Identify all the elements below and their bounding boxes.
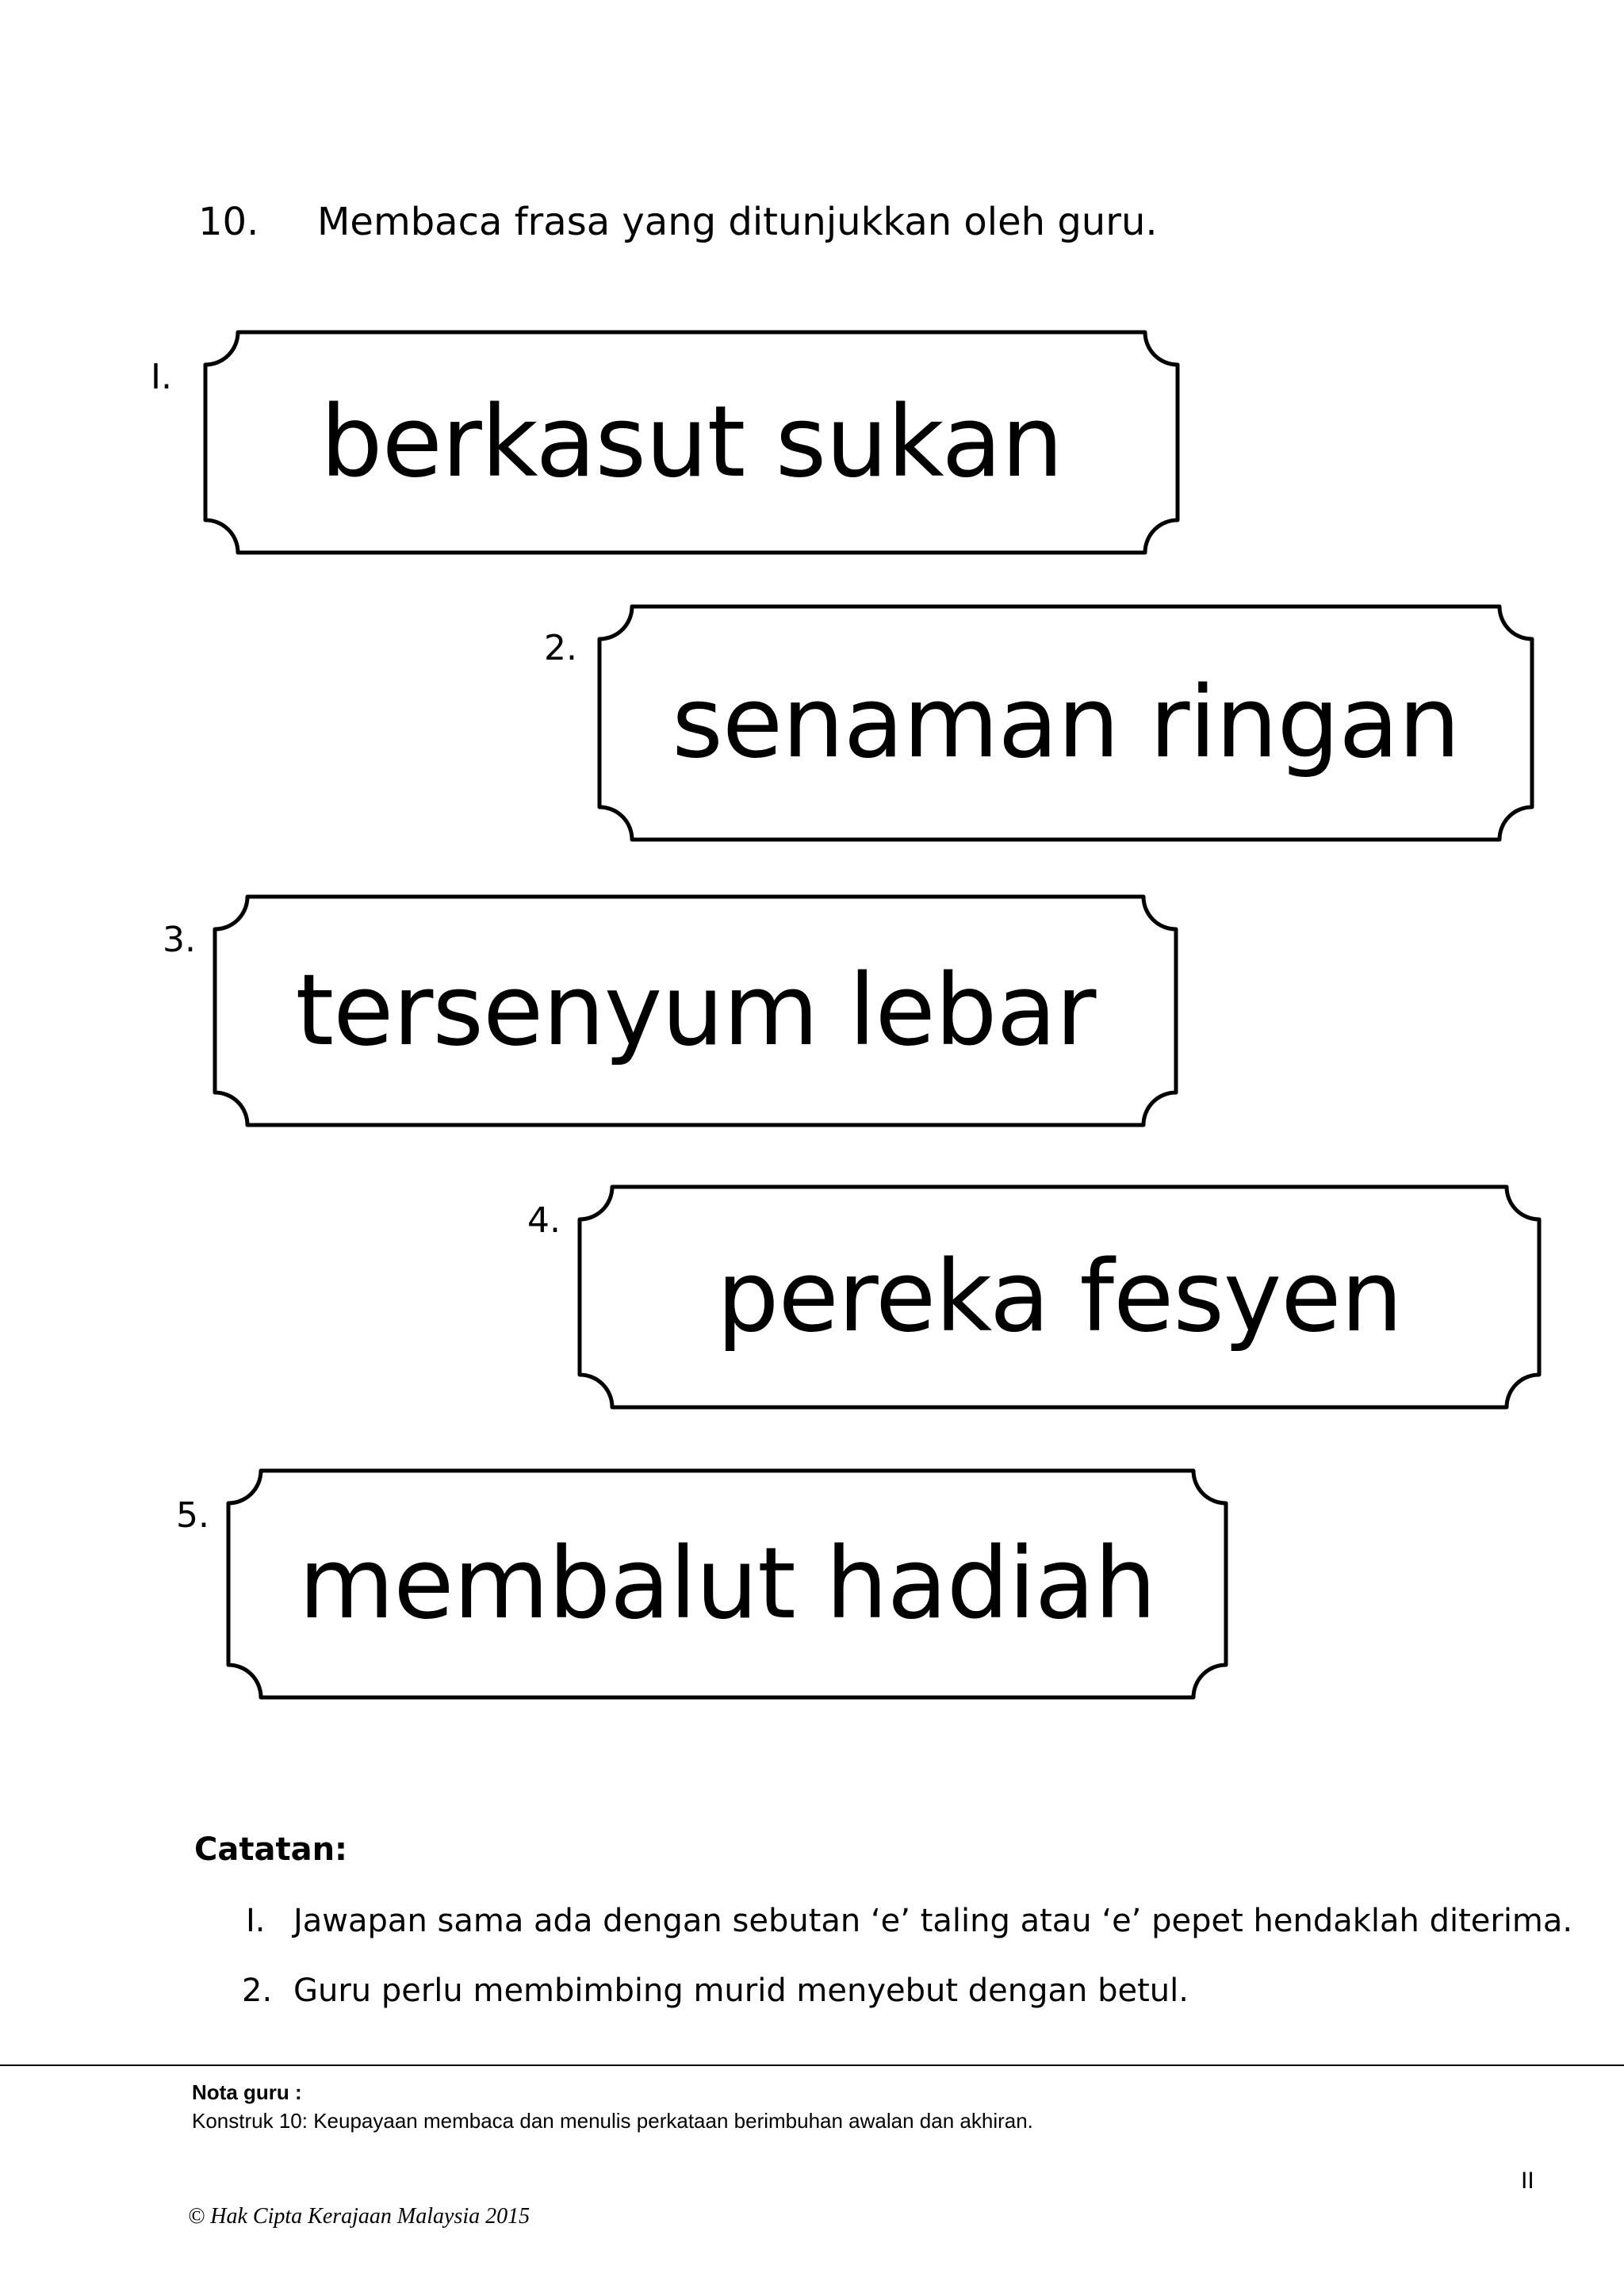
note-text-2: Guru perlu membimbing murid menyebut dengan betul. <box>293 1973 1189 2009</box>
item-number-1: I. <box>151 357 172 397</box>
item-number-2: 2. <box>544 628 577 668</box>
copyright-notice: © Hak Cipta Kerajaan Malaysia 2015 <box>188 2204 530 2229</box>
phrase-card-2 <box>597 604 1534 842</box>
item-number-4: 4. <box>527 1200 561 1241</box>
note-number-1: I. <box>246 1903 266 1939</box>
phrase-text-1: berkasut sukan <box>320 385 1063 499</box>
phrase-card-4 <box>577 1184 1542 1410</box>
phrase-text-5: membalut hadiah <box>298 1527 1156 1641</box>
phrase-text-3: tersenyum lebar <box>295 954 1096 1068</box>
teacher-note-title: Nota guru : <box>192 2080 302 2104</box>
item-number-5: 5. <box>176 1495 209 1536</box>
phrase-card-5 <box>226 1468 1228 1700</box>
phrase-card-1 <box>203 330 1180 555</box>
phrase-text-4: pereka fesyen <box>716 1240 1403 1354</box>
footer-divider <box>0 2064 1624 2066</box>
note-number-2: 2. <box>242 1973 273 2009</box>
item-number-3: 3. <box>163 920 196 960</box>
question-number: 10. <box>198 200 259 244</box>
question-instruction: Membaca frasa yang ditunjukkan oleh guru. <box>317 200 1158 244</box>
phrase-card-3 <box>213 894 1178 1127</box>
page-number: II <box>1521 2168 1534 2194</box>
note-text-1: Jawapan sama ada dengan sebutan ‘e’ taling atau ‘e’ pepet hendaklah diterima. <box>293 1903 1573 1939</box>
teacher-note-text: Konstruk 10: Keupayaan membaca dan menulis perkataan berimbuhan awalan dan akhiran. <box>192 2109 1033 2133</box>
phrase-text-2: senaman ringan <box>672 666 1460 780</box>
notes-title: Catatan: <box>194 1831 348 1868</box>
